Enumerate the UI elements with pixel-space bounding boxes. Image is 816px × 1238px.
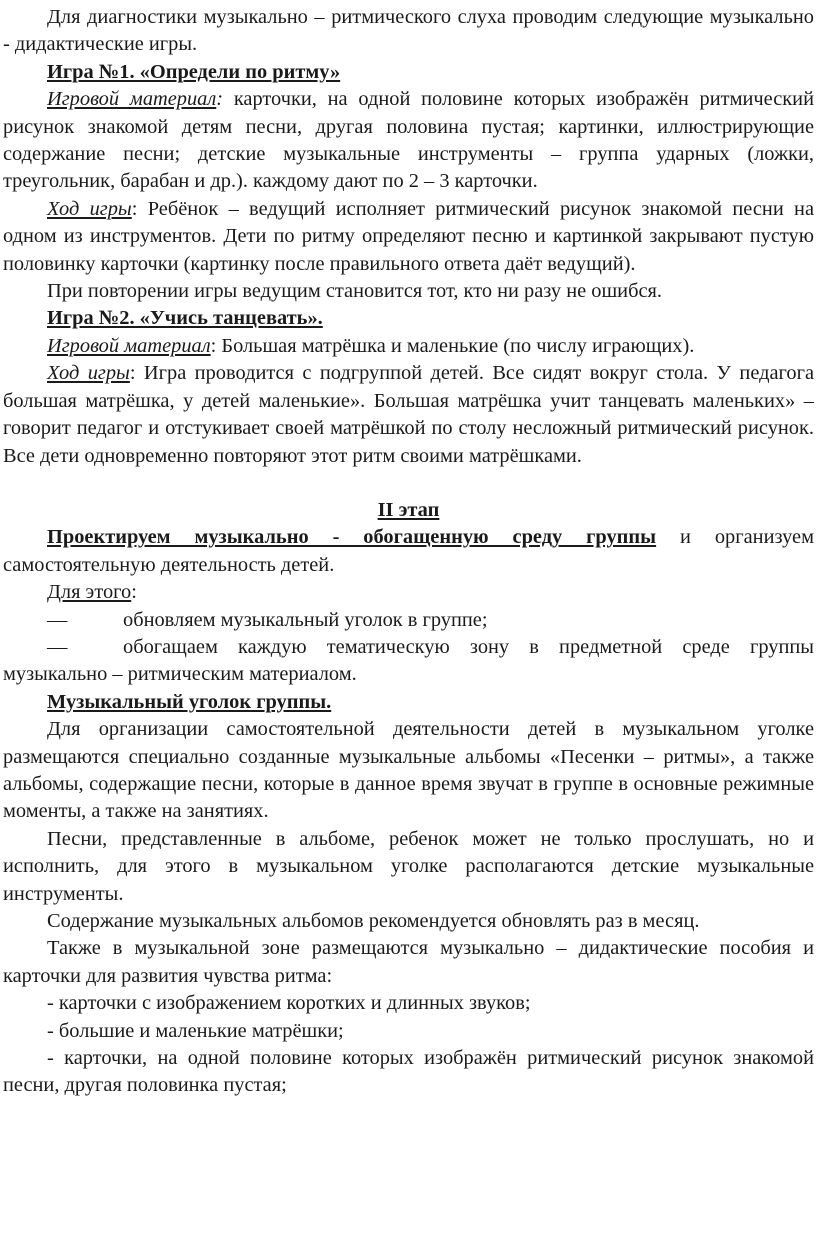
corner-heading: Музыкальный уголок группы. — [47, 690, 332, 713]
corner-list-item: - большие и маленькие матрёшки; — [47, 1019, 344, 1042]
section-spacer — [3, 470, 814, 497]
stage2-item-1-text: обновляем музыкальный уголок в группе; — [123, 608, 488, 631]
corner-paragraph-3: Содержание музыкальных альбомов рекомендуется обновлять раз в месяц. — [47, 910, 700, 932]
game2-course-label: Ход игры — [47, 362, 130, 385]
game2-material-text: : Большая матрёшка и маленькие (по числу играющих). — [210, 334, 695, 357]
stage2-lead-rest: и организуем самостоятельную деятельность детей. — [3, 526, 814, 576]
game2-material-label: Игровой материал — [47, 334, 211, 357]
game1-material-text: карточки, на одной половине которых изображён ритмический рисунок знакомой детям песни, другая половина пустая; картинки, иллюстрирующие содержание песни; детские музыкальные инструменты – группа ударных (ложки, треугольник, барабан и др.). каждому дают по 2 – 3 карточки. — [3, 88, 814, 193]
game1-course-paragraph — [3, 196, 814, 278]
stage2-item-2-text: обогащаем каждую тематическую зону в предметной среде группы музыкально – ритмическим материалом. — [3, 635, 814, 686]
corner-paragraph-4: Также в музыкальной зоне размещаются музыкально – дидактические пособия и карточки для развития чувства ритма: — [3, 937, 814, 987]
intro-paragraph: Для диагностики музыкально – ритмического слуха проводим следующие музыкально - дидактические игры. — [3, 6, 814, 56]
game1-material-label: Игровой материал — [47, 88, 217, 111]
stage2-lead-paragraph — [3, 524, 814, 579]
game2-course-text: : Игра проводится с подгруппой детей. Все сидят вокруг стола. У педагога большая матрёшка, у детей маленькие». Большая матрёшка учит танцевать маленьких» – говорит педагог и отстукивает своей матрёшкой по столу несложный ритмический рисунок. Все дети одновременно повторяют этот ритм своими матрёшками. — [3, 362, 814, 467]
game1-heading: Игра №1. «Определи по ритму» — [47, 60, 341, 83]
game1-material-paragraph — [3, 86, 814, 196]
stage2-lead-bold: Проектируем музыкально - обогащенную среду группы — [47, 526, 657, 549]
game1-repeat-paragraph: При повторении игры ведущим становится тот, кто ни разу не ошибся. — [47, 280, 662, 303]
dash-symbol: — — [47, 608, 68, 631]
game2-heading: Игра №2. «Учись танцевать». — [47, 307, 323, 330]
game2-course-paragraph — [3, 360, 814, 470]
game1-course-label: Ход игры — [47, 197, 132, 220]
stage2-for-sep: : — [131, 581, 137, 604]
stage2-item-2 — [3, 634, 814, 689]
game1-material-sep: : — [216, 88, 224, 111]
corner-paragraph-1: Для организации самостоятельной деятельности детей в музыкальном уголке размещаются специально созданные музыкальные альбомы «Песенки – ритмы», а также альбомы, содержащие песни, которые в данное время звучат в группе в основные режимные моменты, а также на занятиях. — [3, 718, 814, 823]
stage2-for-paragraph — [3, 579, 814, 606]
game1-course-text: : Ребёнок – ведущий исполняет ритмический рисунок знакомой песни на одном из инструментов. Дети по ритму определяют песню и картинкой закрывают пустую половинку карточки (картинку после правильного ответа даёт ведущий). — [3, 197, 814, 275]
corner-list-item: - карточки с изображением коротких и длинных звуков; — [47, 992, 531, 1015]
dash-symbol: — — [47, 635, 68, 658]
corner-list-item: - карточки, на одной половине которых изображён ритмический рисунок знакомой песни, другая половинка пустая; — [3, 1047, 814, 1097]
game2-material-paragraph — [3, 333, 814, 360]
stage2-item-1 — [3, 607, 814, 634]
corner-paragraph-2: Песни, представленные в альбоме, ребенок может не только прослушать, но и исполнить, для этого в музыкальном уголке располагаются детские музыкальные инструменты. — [3, 827, 814, 905]
stage2-for-label: Для этого — [47, 581, 132, 604]
stage2-title: II этап — [377, 498, 440, 521]
